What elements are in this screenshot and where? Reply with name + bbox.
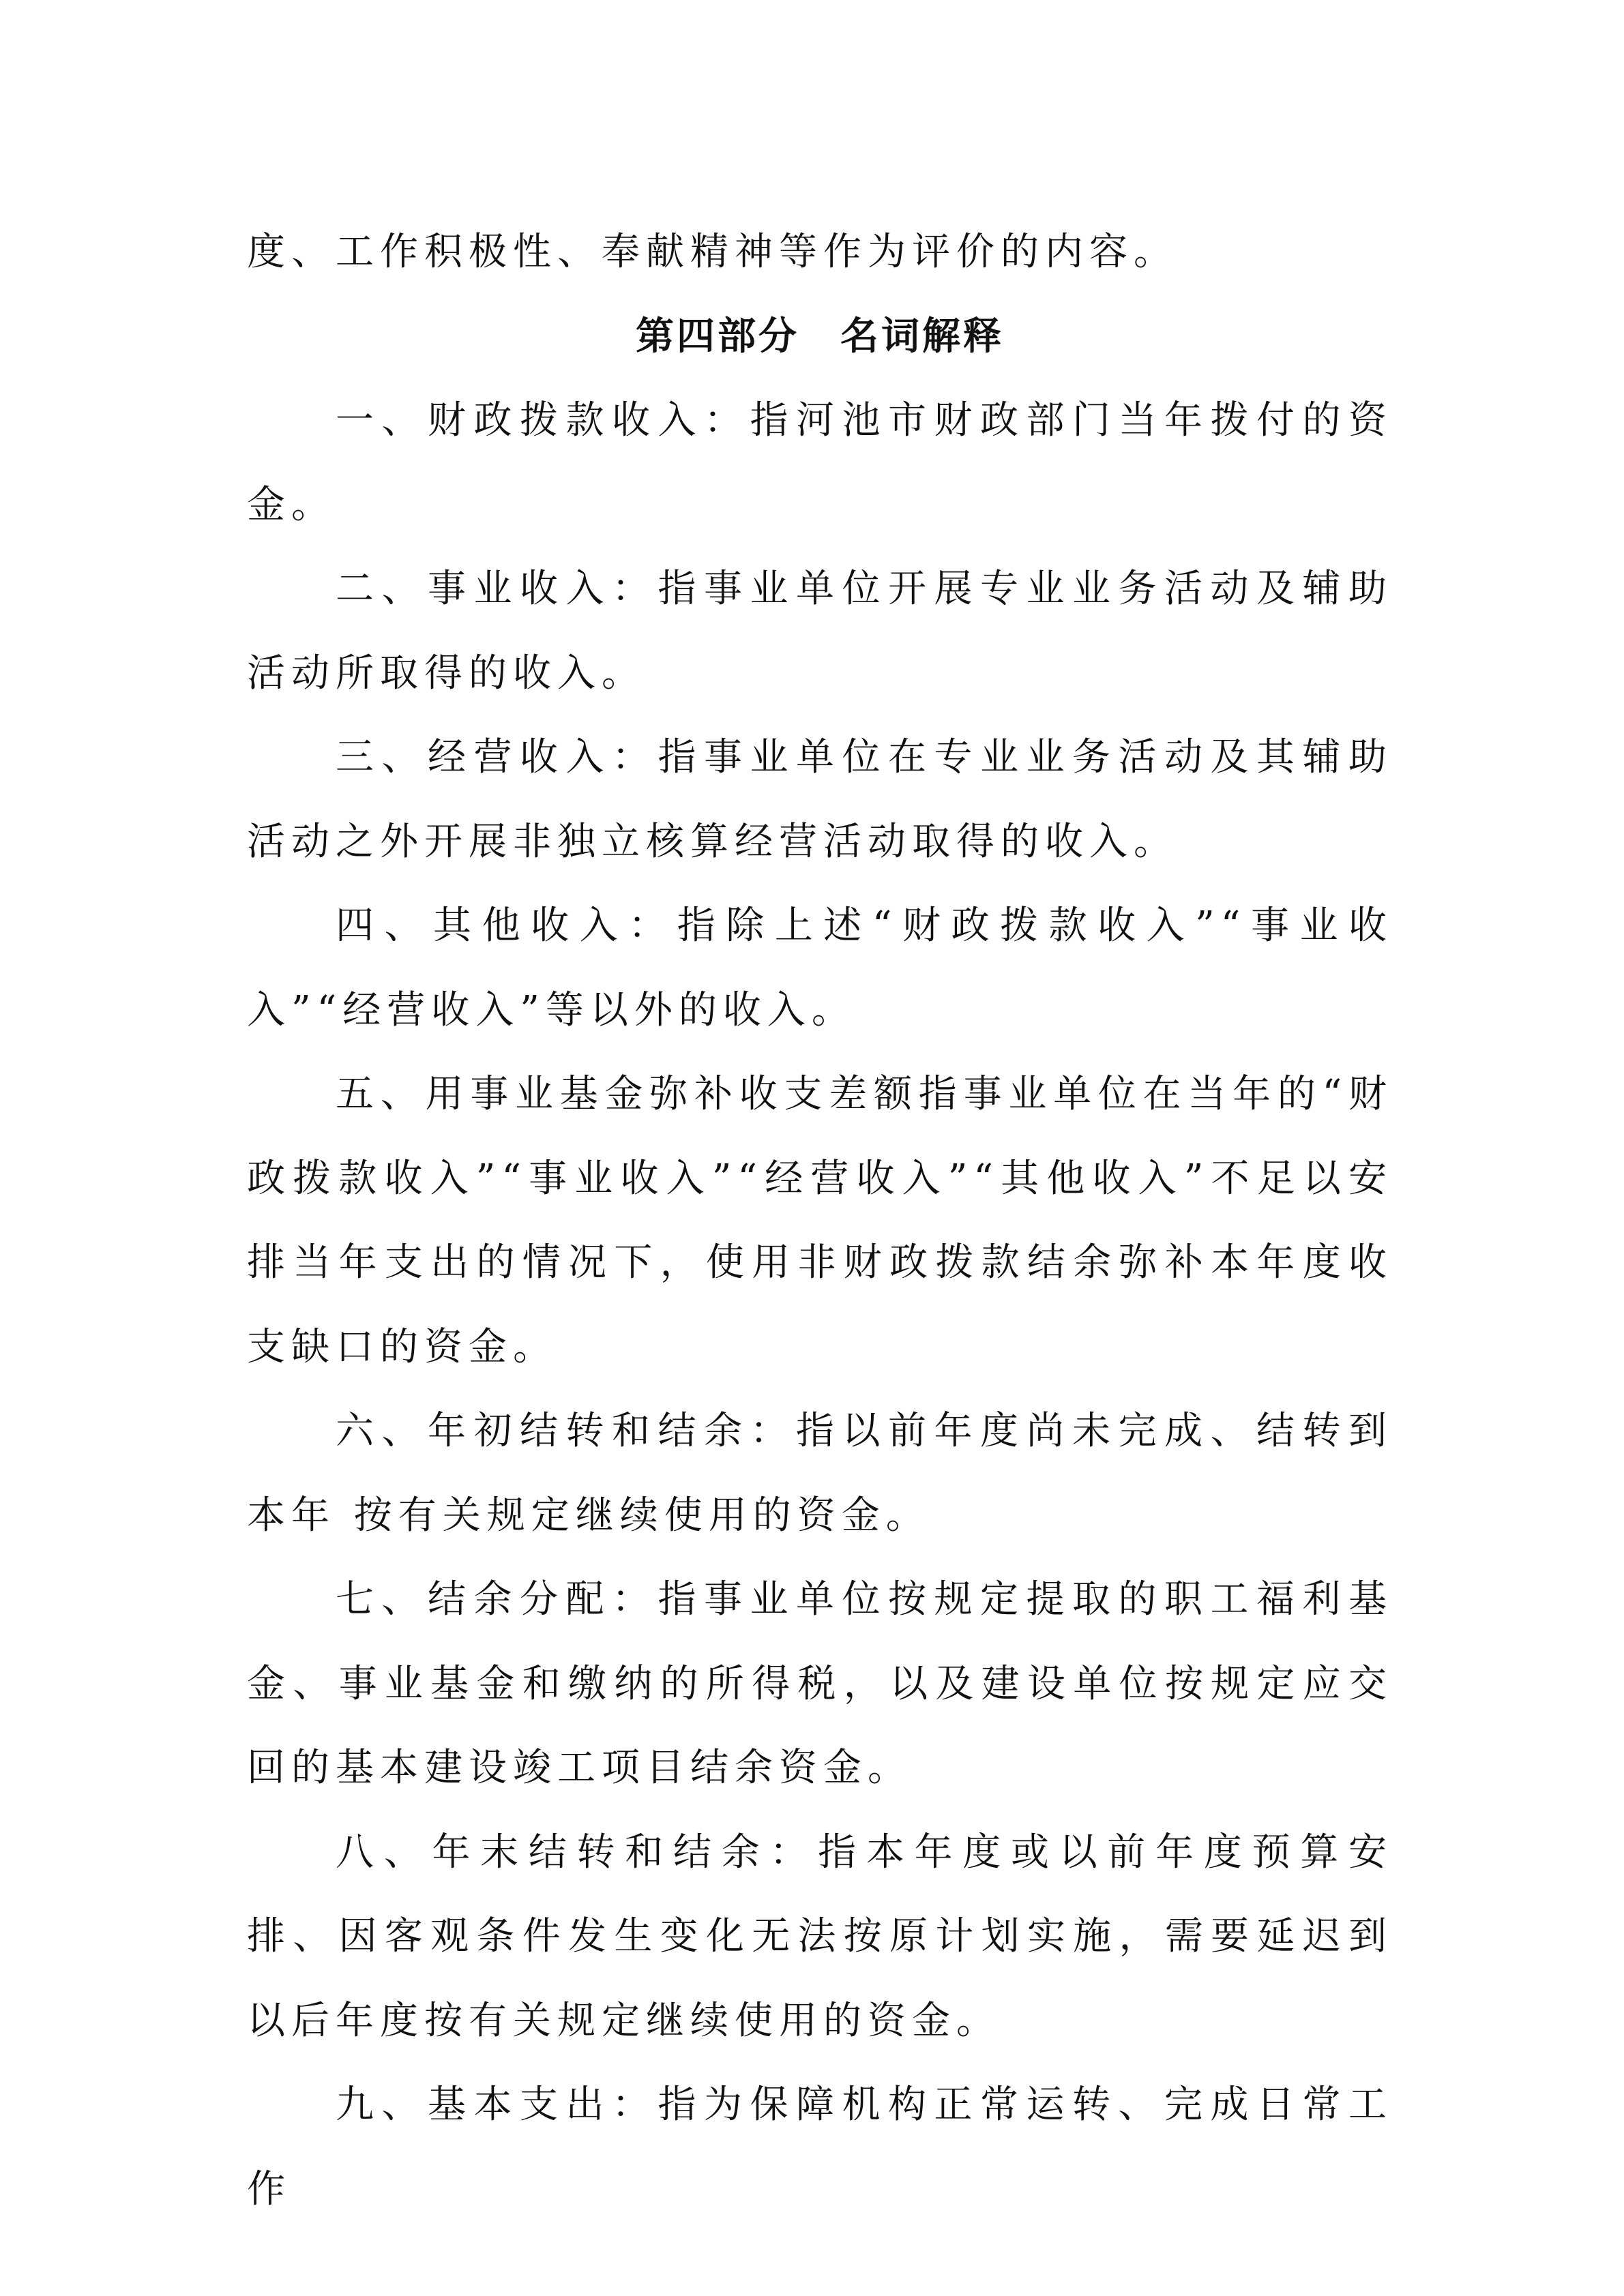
- definition-paragraph-5: 五、用事业基金弥补收支差额指事业单位在当年的“财政拨款收入”“事业收入”“经营收入”“其他收入”不足以安排当年支出的情况下，使用非财政拨款结余弥补本年度收支缺口的资金。: [247, 1072, 1393, 1369]
- document-body: [247, 210, 1393, 2231]
- definition-paragraph-9: 九、基本支出：指为保障机构正常运转、完成日常工作: [247, 2083, 1393, 2211]
- definition-paragraph-2: 二、事业收入：指事业单位开展专业业务活动及辅助活动所取得的收入。: [247, 567, 1393, 696]
- definition-paragraph-1: 一、财政拨款收入：指河池市财政部门当年拨付的资金。: [247, 398, 1393, 527]
- definition-paragraph-6: 六、年初结转和结余：指以前年度尚未完成、结转到本年 按有关规定继续使用的资金。: [247, 1409, 1393, 1538]
- continuation-paragraph: 度、工作积极性、奉献精神等作为评价的内容。: [247, 230, 1178, 274]
- definition-paragraph-7: 七、结余分配：指事业单位按规定提取的职工福利基金、事业基金和缴纳的所得税，以及建设单位按规定应交回的基本建设竣工项目结余资金。: [247, 1577, 1393, 1790]
- definition-paragraph-4: 四、其他收入：指除上述“财政拨款收入”“事业收入”“经营收入”等以外的收入。: [247, 904, 1393, 1032]
- definition-paragraph-3: 三、经营收入：指事业单位在专业业务活动及其辅助活动之外开展非独立核算经营活动取得的收入。: [247, 735, 1393, 864]
- section-title: 第四部分 名词解释: [636, 314, 1004, 359]
- definition-paragraph-8: 八、年末结转和结余：指本年度或以前年度预算安排、因客观条件发生变化无法按原计划实施，需要延迟到以后年度按有关规定继续使用的资金。: [247, 1830, 1393, 2043]
